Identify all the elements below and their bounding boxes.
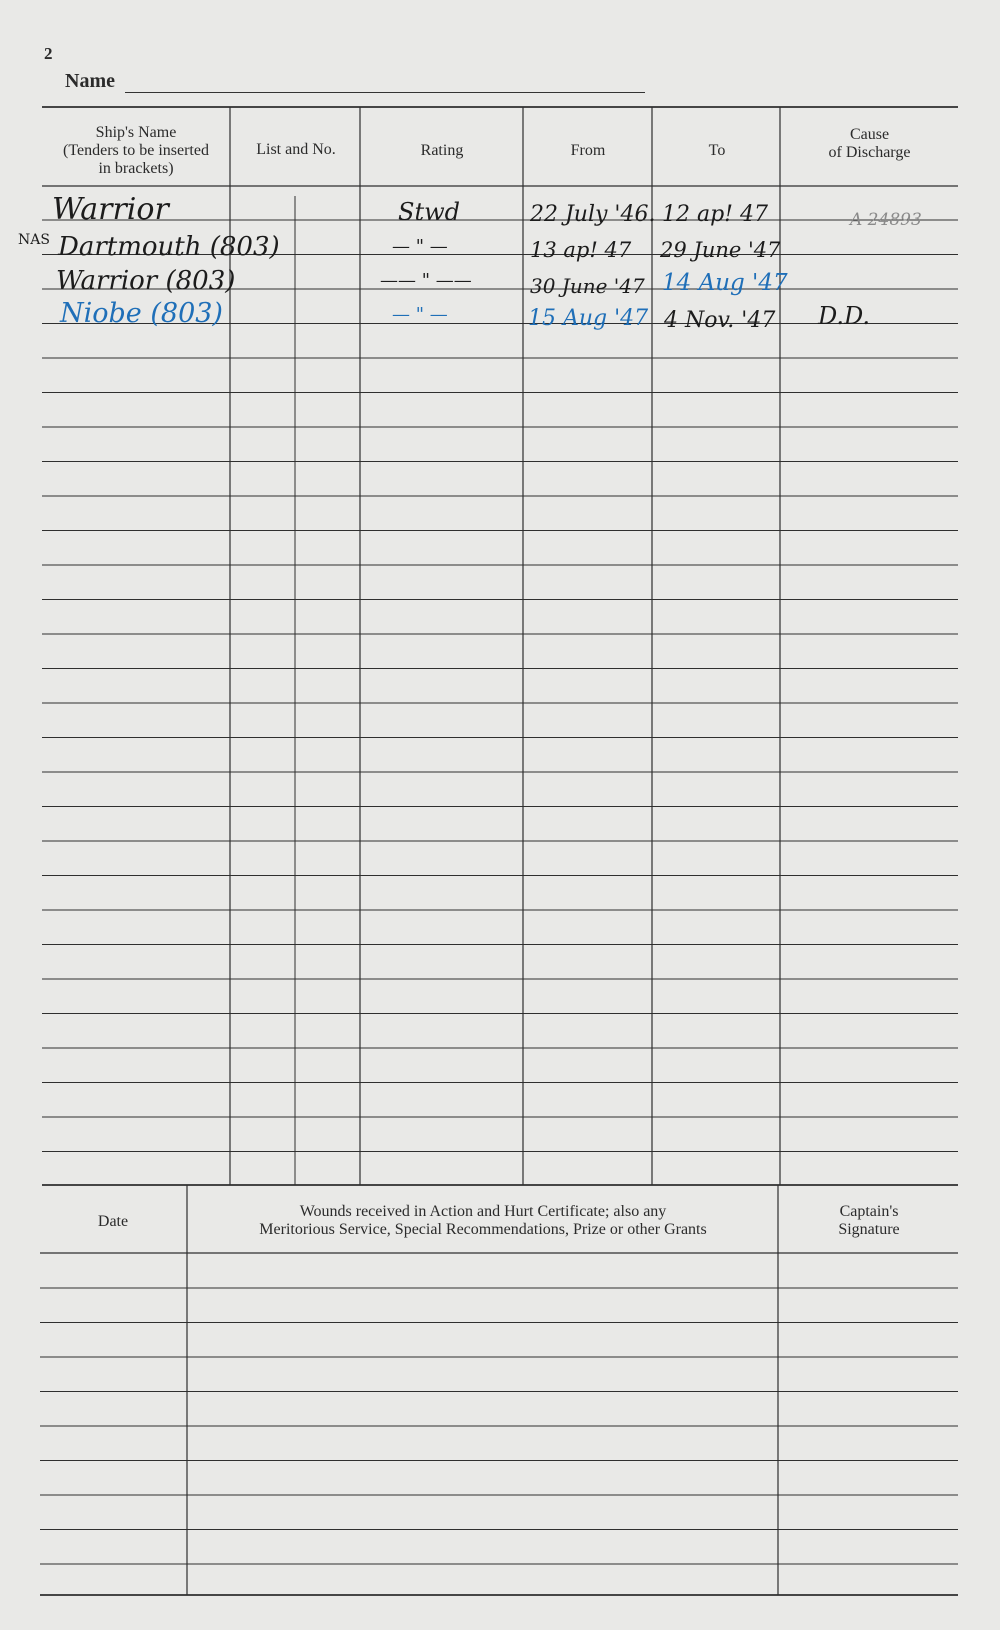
row-4-from: 15 Aug '47 (528, 306, 649, 331)
row-4-to: 4 Nov. '47 (664, 308, 776, 333)
header-wounds-description: Wounds received in Action and Hurt Certificate; also any Meritorious Service, Special Recommendations, Prize or other Grants (259, 1203, 707, 1238)
header-from: From (570, 142, 606, 159)
row-2-to: 29 June '47 (660, 238, 781, 262)
row-1-to: 12 ap! 47 (662, 202, 769, 227)
header-cause-of-discharge: Cause of Discharge (828, 126, 911, 161)
name-label: Name (65, 70, 115, 92)
row-4-cause: D.D. (818, 302, 871, 330)
row-1-from: 22 July '46. (530, 202, 656, 227)
row-2-ship: Dartmouth (803) (58, 232, 280, 262)
row-3-to: 14 Aug '47 (662, 270, 788, 296)
row-3-rating: —— " —— (380, 270, 472, 291)
row-2-rating: — " — (392, 236, 448, 257)
row-4-rating: — " — (392, 304, 448, 325)
row-1-rating: Stwd (398, 198, 460, 226)
header-to: To (708, 142, 726, 159)
row-2-from: 13 ap! 47 (530, 238, 632, 262)
header-ships-name: Ship's Name (Tenders to be inserted in brackets) (63, 124, 209, 177)
page-number: 2 (44, 44, 53, 63)
margin-note-nas: NAS (18, 232, 50, 248)
row-3-ship: Warrior (803) (56, 266, 236, 296)
header-list-and-no: List and No. (256, 141, 336, 158)
row-3-from: 30 June '47 (530, 274, 645, 298)
header-date: Date (97, 1213, 129, 1230)
row-1-ship: Warrior (52, 192, 169, 227)
row-4-ship: Niobe (803) (60, 298, 223, 329)
reference-number: A 24893 (850, 210, 922, 230)
header-captains-signature: Captain's Signature (838, 1203, 900, 1238)
header-rating: Rating (420, 142, 464, 159)
